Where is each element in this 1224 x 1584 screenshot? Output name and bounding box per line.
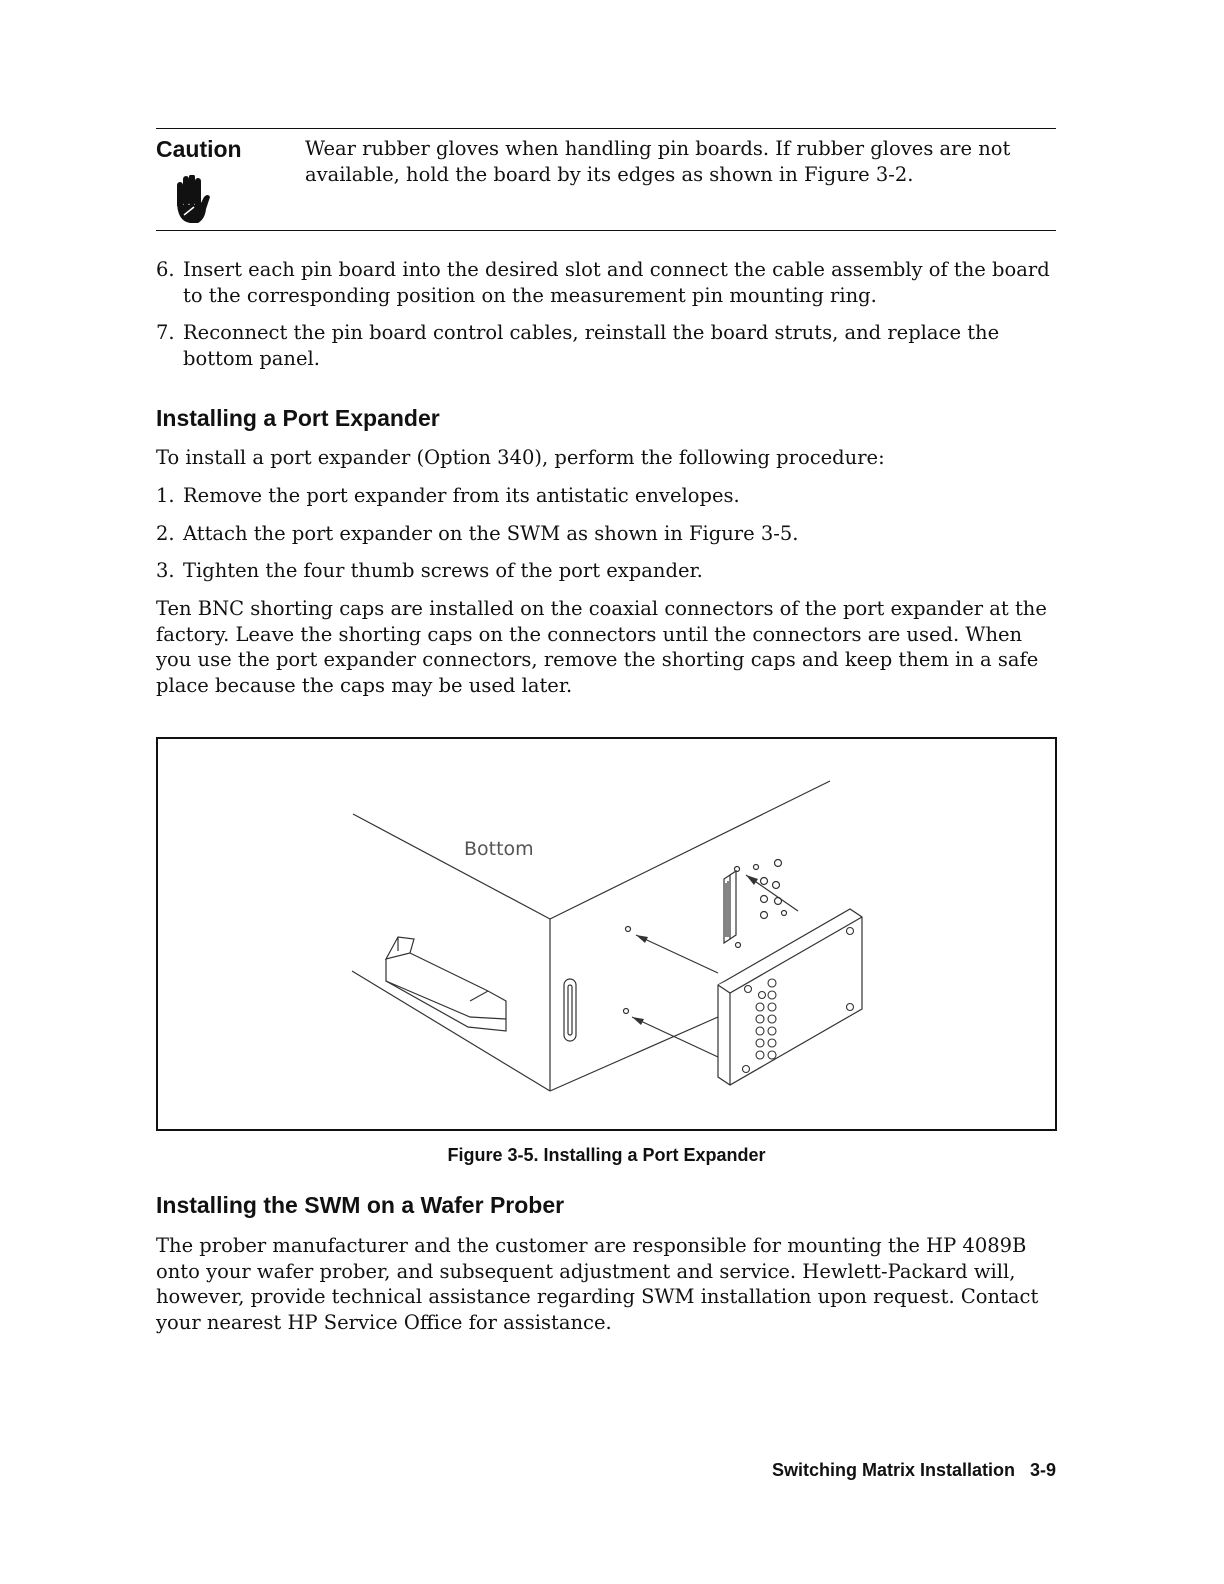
page-footer: Switching Matrix Installation 3-9 — [771, 1460, 1056, 1480]
list-item-text: Remove the port expander from its antistatic envelopes. — [183, 484, 740, 507]
list-item-number: 7. — [156, 321, 175, 344]
figure-label-bottom: Bottom — [464, 838, 534, 860]
list-item-text: Tighten the four thumb screws of the port expander. — [183, 559, 703, 582]
steps-list-a — [156, 257, 1056, 371]
list-item — [156, 521, 1056, 547]
section-paragraph: The prober manufacturer and the customer are responsible for mounting the HP 4089B onto your wafer prober, and subsequent adjustment and service. Hewlett-Packard will, however, provide technical assistance regarding SWM installation upon request. Contact your nearest HP Service Office for assistance. — [156, 1234, 1039, 1334]
section-heading-port-expander: Installing a Port Expander — [156, 405, 440, 431]
caution-bottom-rule — [156, 230, 1056, 231]
caution-top-rule — [156, 128, 1056, 129]
hand-stop-icon — [172, 175, 212, 227]
list-item — [156, 257, 1056, 308]
section-paragraph: Ten BNC shorting caps are installed on the coaxial connectors of the port expander at the factory. Leave the shorting caps on the connectors until the connectors are used. When you use the port expander connectors, remove the shorting caps and keep them in a safe place because the caps may be used later. — [156, 597, 1047, 697]
list-item-number: 2. — [156, 521, 175, 545]
figure-frame — [156, 737, 1057, 1131]
caution-text: Wear rubber gloves when handling pin boards. If rubber gloves are not available, hold the board by its edges as shown in Figure 3-2. — [305, 137, 1011, 186]
section-intro: To install a port expander (Option 340), perform the following procedure: — [156, 446, 885, 469]
list-item-text: Insert each pin board into the desired slot and connect the cable assembly of the board to the corresponding position on the measurement pin mounting ring. — [183, 258, 1050, 307]
list-item — [156, 320, 1056, 371]
figure-caption: Figure 3-5. Installing a Port Expander — [447, 1145, 766, 1165]
list-item — [156, 483, 1056, 509]
list-item — [156, 558, 1056, 584]
section-heading-wafer-prober: Installing the SWM on a Wafer Prober — [156, 1192, 565, 1218]
steps-list-b — [156, 483, 1056, 584]
caution-label: Caution — [156, 136, 242, 162]
list-item-text: Reconnect the pin board control cables, reinstall the board struts, and replace the bottom panel. — [183, 321, 1000, 370]
list-item-number: 3. — [156, 559, 175, 582]
port-expander-diagram — [158, 739, 1055, 1129]
list-item-number: 1. — [156, 484, 175, 507]
list-item-text: Attach the port expander on the SWM as shown in Figure 3-5. — [183, 521, 799, 545]
list-item-number: 6. — [156, 258, 175, 281]
